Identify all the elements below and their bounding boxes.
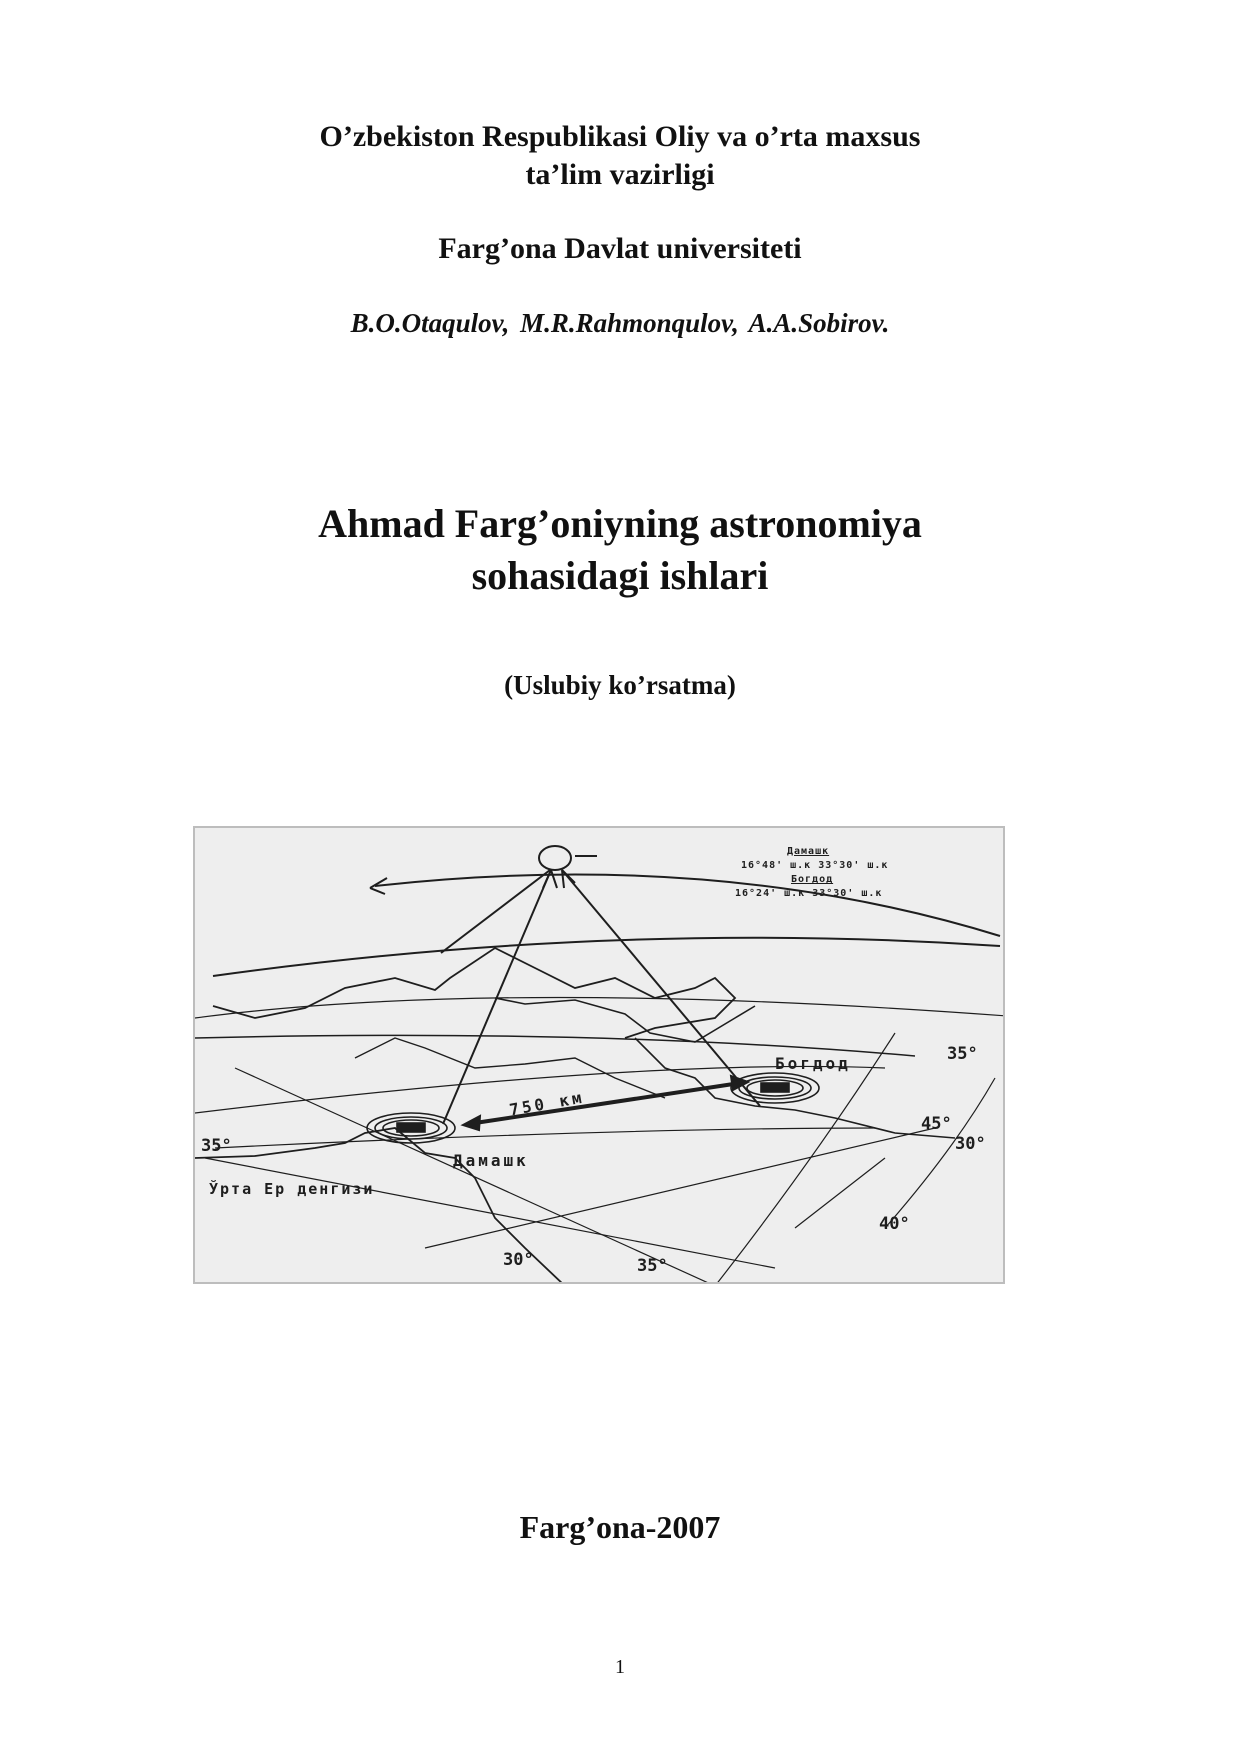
- legend-city2-label: Богдод: [791, 874, 834, 885]
- title-line-1: Ahmad Farg’oniyning astronomiya: [318, 501, 922, 546]
- sun-circle: [539, 846, 571, 870]
- grid-line-d: [205, 1158, 775, 1268]
- orbit-arc: [375, 875, 1000, 936]
- title-line-2: sohasidagi ishlari: [471, 553, 769, 598]
- grid-line-c: [215, 1128, 875, 1148]
- grid-label-lat-35-right: 35°: [947, 1044, 978, 1064]
- university-name: Farg’ona Davlat universiteti: [438, 232, 802, 265]
- damascus-label: Дамашк: [453, 1151, 529, 1170]
- coastline-gulf: [495, 998, 755, 1042]
- coastline-east: [635, 1038, 955, 1138]
- city-year: Farg’ona-2007: [519, 1509, 721, 1545]
- grid-label-lat-30-bottom: 30°: [503, 1250, 534, 1270]
- grid-label-lat-35-left: 35°: [201, 1136, 232, 1156]
- grid-label-lon-40: 40°: [879, 1214, 910, 1234]
- legend-city1-label: Дамашк: [787, 846, 830, 857]
- sea-label: Ўрта Ер денгизи: [209, 1180, 375, 1198]
- ministry-heading: [0, 118, 1240, 194]
- legend-city1-coords: 16°48' ш.к 33°30' ш.к: [741, 860, 889, 871]
- grid-line-e: [235, 1068, 715, 1284]
- legend-city2-coords: 16°24' ш.к 33°30' ш.к: [735, 888, 883, 899]
- page-number: 1: [615, 1656, 625, 1678]
- horizon-arc: [213, 938, 1000, 976]
- ministry-line-1: O’zbekiston Respublikasi Oliy va o’rta maxsus: [319, 120, 921, 153]
- grid-label-lon-35-bottom: 35°: [637, 1256, 668, 1276]
- grid-line-30n: [425, 1128, 935, 1248]
- damascus-marker: [367, 1113, 455, 1143]
- authors: B.O.Otaqulov, M.R.Rahmonqulov, A.A.Sobirov.: [350, 308, 890, 338]
- document-title: [0, 498, 1240, 602]
- document-subtitle: (Uslubiy ko’rsatma): [504, 670, 736, 700]
- distance-label: 750 км: [507, 1087, 586, 1120]
- coastline-north: [213, 948, 735, 1038]
- astronomy-map-illustration: [193, 826, 1005, 1284]
- grid-line-35n: [195, 1035, 915, 1056]
- grid-line-40e: [795, 1158, 885, 1228]
- grid-label-lat-30-right: 30°: [955, 1134, 986, 1154]
- coastline-inner: [355, 1038, 665, 1098]
- ministry-line-2: ta’lim vazirligi: [525, 158, 715, 191]
- grid-label-lon-45: 45°: [921, 1114, 952, 1134]
- baghdad-label: Богдод: [775, 1054, 851, 1073]
- distance-arrow-head-left: [463, 1116, 480, 1130]
